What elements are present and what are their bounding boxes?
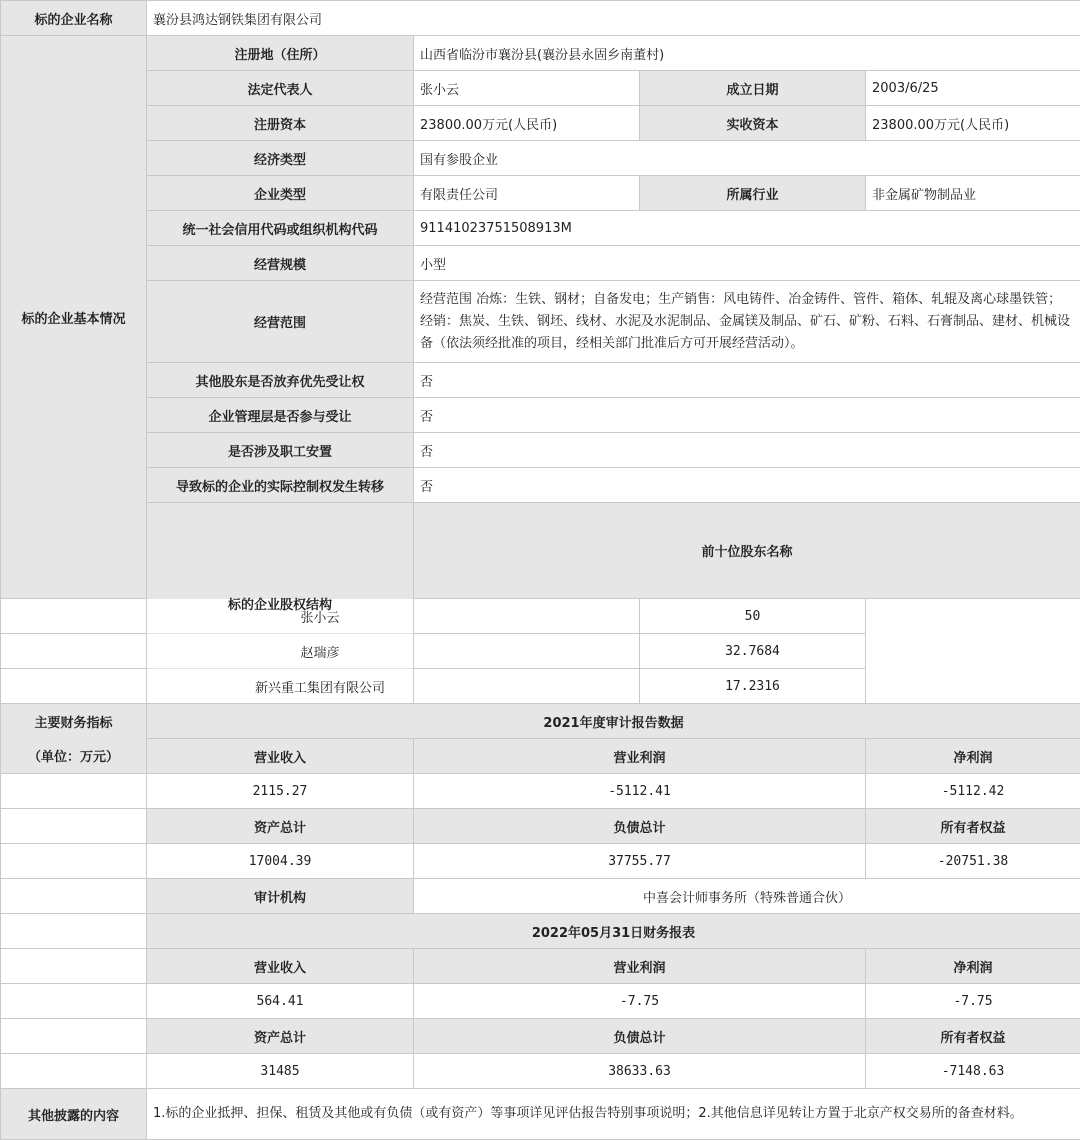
ent-type-label: 企业类型 bbox=[147, 176, 414, 211]
holding-ratio: 17.2316 bbox=[640, 669, 866, 704]
basic-info-section-label: 标的企业基本情况 bbox=[1, 36, 147, 599]
liabilities-2022: 38633.63 bbox=[414, 1054, 866, 1089]
owners-equity-label: 所有者权益 bbox=[866, 809, 1080, 844]
shareholder-name: 新兴重工集团有限公司 bbox=[1, 669, 640, 704]
control-transfer: 否 bbox=[414, 468, 1080, 503]
table-row bbox=[1, 599, 1080, 634]
reg-capital-label: 注册资本 bbox=[147, 106, 414, 141]
waive-right-label: 其他股东是否放弃优先受让权 bbox=[147, 363, 414, 398]
op-profit-2022: -7.75 bbox=[414, 984, 866, 1019]
ent-type: 有限责任公司 bbox=[414, 176, 640, 211]
finance-2022-title: 2022年05月31日财务报表 bbox=[147, 914, 1080, 949]
finance-label-line1: 主要财务指标 bbox=[1, 704, 147, 739]
liabilities-2021: 37755.77 bbox=[414, 844, 866, 879]
paid-capital: 23800.00万元(人民币) bbox=[866, 106, 1080, 141]
revenue-label: 营业收入 bbox=[147, 949, 414, 984]
paid-capital-label: 实收资本 bbox=[640, 106, 866, 141]
shareholder-name-header: 前十位股东名称 bbox=[414, 503, 1080, 599]
founded-label: 成立日期 bbox=[640, 71, 866, 106]
shareholder-name: 张小云 bbox=[1, 599, 640, 634]
industry-label: 所属行业 bbox=[640, 176, 866, 211]
auditor-name: 中喜会计师事务所（特殊普通合伙） bbox=[414, 879, 1080, 914]
scale: 小型 bbox=[414, 246, 1080, 281]
auditor-label: 审计机构 bbox=[147, 879, 414, 914]
holding-ratio: 50 bbox=[640, 599, 866, 634]
control-transfer-label: 导致标的企业的实际控制权发生转移 bbox=[147, 468, 414, 503]
net-profit-label: 净利润 bbox=[866, 739, 1080, 774]
founded-date: 2003/6/25 bbox=[866, 71, 1080, 106]
credit-code: 91141023751508913M bbox=[414, 211, 1080, 246]
liabilities-label: 负债总计 bbox=[414, 809, 866, 844]
staff-placement: 否 bbox=[414, 433, 1080, 468]
owners-equity-label: 所有者权益 bbox=[866, 1019, 1080, 1054]
net-profit-label: 净利润 bbox=[866, 949, 1080, 984]
company-name-label: 标的企业名称 bbox=[1, 1, 147, 36]
legal-rep: 张小云 bbox=[414, 71, 640, 106]
assets-label: 资产总计 bbox=[147, 1019, 414, 1054]
scale-label: 经营规模 bbox=[147, 246, 414, 281]
mgmt-participate: 否 bbox=[414, 398, 1080, 433]
econ-type: 国有参股企业 bbox=[414, 141, 1080, 176]
mgmt-participate-label: 企业管理层是否参与受让 bbox=[147, 398, 414, 433]
other-disclosure-label: 其他披露的内容 bbox=[1, 1089, 147, 1140]
shareholder-name: 赵瑞彦 bbox=[1, 634, 640, 669]
revenue-label: 营业收入 bbox=[147, 739, 414, 774]
op-profit-label: 营业利润 bbox=[414, 739, 866, 774]
table-row bbox=[1, 669, 1080, 704]
waive-right: 否 bbox=[414, 363, 1080, 398]
registered-address: 山西省临汾市襄汾县(襄汾县永固乡南董村) bbox=[414, 36, 1080, 71]
op-profit-label: 营业利润 bbox=[414, 949, 866, 984]
registered-address-label: 注册地（住所） bbox=[147, 36, 414, 71]
equity-section-label: 标的企业股权结构 bbox=[147, 503, 414, 704]
net-profit-2021: -5112.42 bbox=[866, 774, 1080, 809]
econ-type-label: 经济类型 bbox=[147, 141, 414, 176]
table-row bbox=[1, 634, 1080, 669]
assets-label: 资产总计 bbox=[147, 809, 414, 844]
other-disclosure-text: 1.标的企业抵押、担保、租赁及其他或有负债（或有资产）等事项详见评估报告特别事项说明；2.其他信息详见转让方置于北京产权交易所的备查材料。 bbox=[147, 1089, 1080, 1140]
finance-label-line2: （单位：万元） bbox=[1, 739, 147, 774]
revenue-2021: 2115.27 bbox=[147, 774, 414, 809]
op-profit-2021: -5112.41 bbox=[414, 774, 866, 809]
net-profit-2022: -7.75 bbox=[866, 984, 1080, 1019]
industry: 非金属矿物制品业 bbox=[866, 176, 1080, 211]
revenue-2022: 564.41 bbox=[147, 984, 414, 1019]
legal-rep-label: 法定代表人 bbox=[147, 71, 414, 106]
holding-ratio: 32.7684 bbox=[640, 634, 866, 669]
liabilities-label: 负债总计 bbox=[414, 1019, 866, 1054]
credit-code-label: 统一社会信用代码或组织机构代码 bbox=[147, 211, 414, 246]
staff-placement-label: 是否涉及职工安置 bbox=[147, 433, 414, 468]
owners-equity-2021: -20751.38 bbox=[866, 844, 1080, 879]
assets-2022: 31485 bbox=[147, 1054, 414, 1089]
finance-2021-title: 2021年度审计报告数据 bbox=[147, 704, 1080, 739]
business-scope: 经营范围 冶炼：生铁、钢材；自备发电；生产销售：风电铸件、冶金铸件、管件、箱体、轧辊及离心球墨铁管；经销：焦炭、生铁、钢坯、线材、水泥及水泥制品、金属镁及制品、矿石、矿粉、石料、石膏制品、建材、机械设备（依法须经批准的项目，经相关部门批准后方可开展经营活动）。 bbox=[414, 281, 1080, 363]
owners-equity-2022: -7148.63 bbox=[866, 1054, 1080, 1089]
company-name: 襄汾县鸿达钢铁集团有限公司 bbox=[147, 1, 1080, 36]
reg-capital: 23800.00万元(人民币) bbox=[414, 106, 640, 141]
scope-label: 经营范围 bbox=[147, 281, 414, 363]
assets-2021: 17004.39 bbox=[147, 844, 414, 879]
